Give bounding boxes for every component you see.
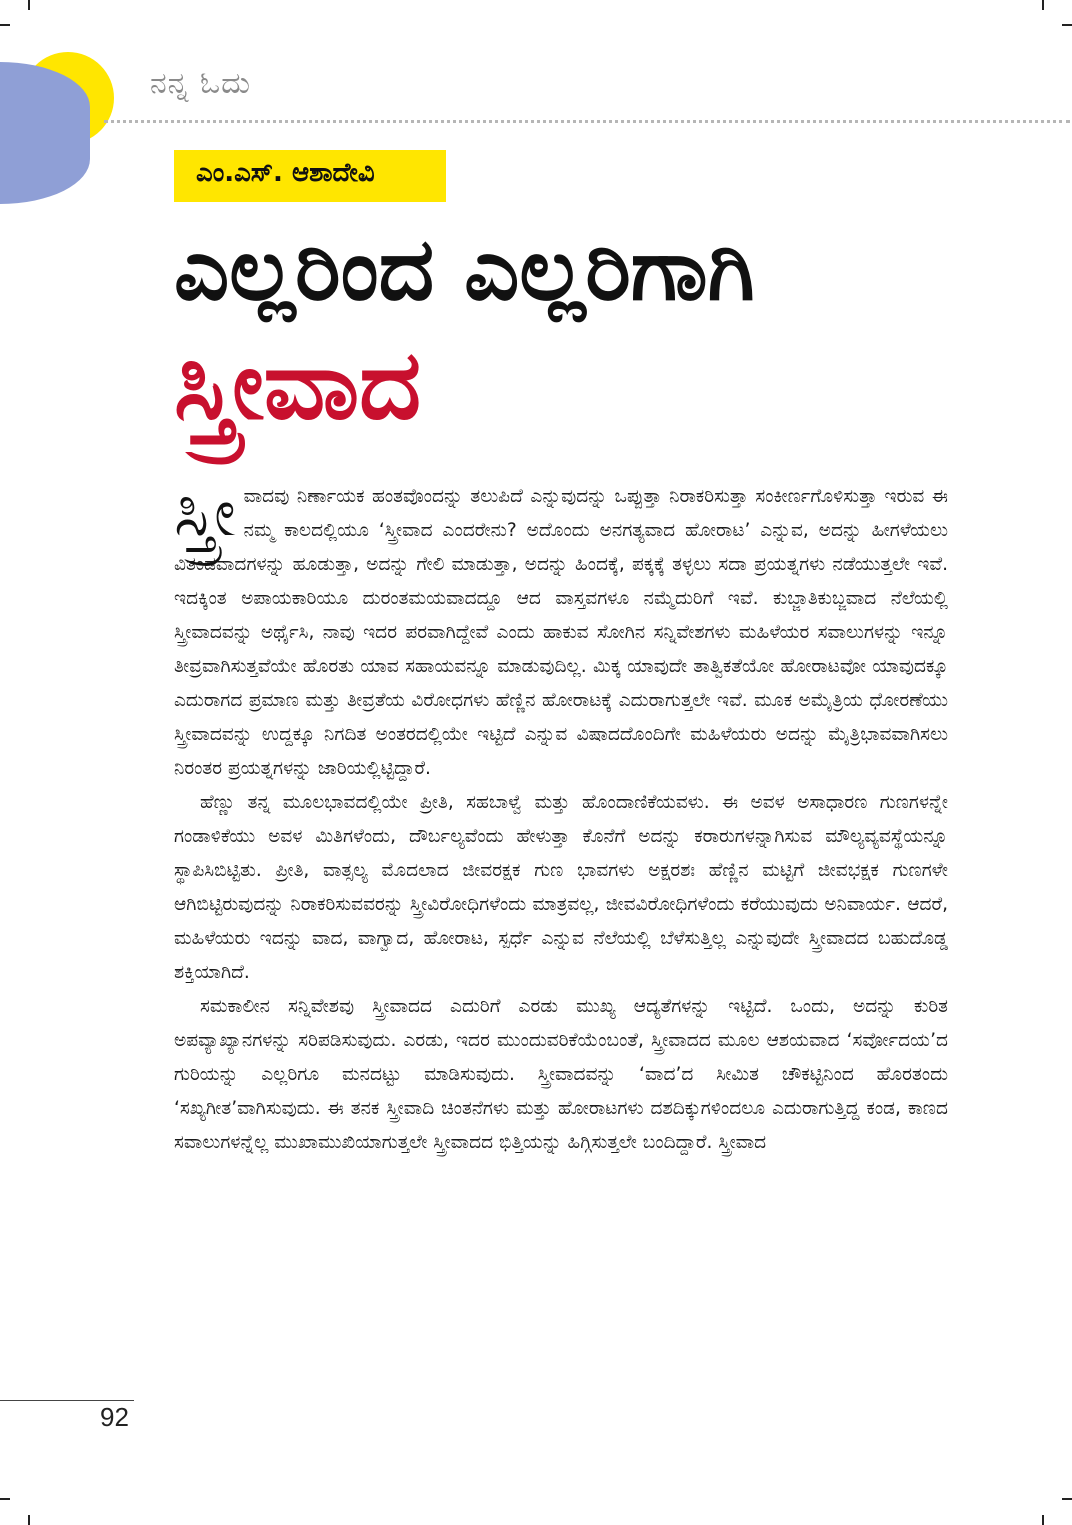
crop-mark-right-lower xyxy=(1062,1498,1072,1500)
article-title-line1: ಎಲ್ಲರಿಂದ ಎಲ್ಲರಿಗಾಗಿ xyxy=(174,220,755,320)
header-dotted-rule xyxy=(104,120,1070,123)
author-name-box xyxy=(174,150,446,202)
crop-mark-bottom-right xyxy=(1042,1515,1044,1525)
crop-mark-left-upper xyxy=(0,24,10,26)
crop-mark-bottom-left xyxy=(28,1515,30,1525)
page-number: 92 xyxy=(100,1402,129,1432)
article-body xyxy=(174,474,948,1160)
article-title-line2: ಸ್ತ್ರೀವಾದ xyxy=(174,329,422,441)
page-number-rule xyxy=(0,1400,134,1401)
crop-mark-top-left xyxy=(28,0,30,10)
crop-mark-left-lower xyxy=(0,1498,10,1500)
crop-mark-right-upper xyxy=(1062,24,1072,26)
paragraph-1-text: ವಾದವು ನಿರ್ಣಾಯಕ ಹಂತವೊಂದನ್ನು ತಲುಪಿದೆ ಎನ್ನುವುದನ್ನು ಒಪ್ಪುತ್ತಾ ನಿರಾಕರಿಸುತ್ತಾ ಸಂಕೀರ್ಣಗೊಳಿಸುತ್ತಾ ಇರುವ ಈ ನಮ್ಮ ಕಾಲದಲ್ಲಿಯೂ ‘ಸ್ತ್ರೀವಾದ ಎಂದರೇನು? ಅದೊಂದು ಅನಗತ್ಯವಾದ ಹೋರಾಟ’ ಎನ್ನುವ, ಅದನ್ನು ಹೀಗಳೆಯಲು ವಿತಂಡವಾದಗಳನ್ನು ಹೂಡುತ್ತಾ, ಅದನ್ನು ಗೇಲಿ ಮಾಡುತ್ತಾ, ಅದನ್ನು ಹಿಂದಕ್ಕೆ, ಪಕ್ಕಕ್ಕೆ ತಳ್ಳಲು ಸದಾ ಪ್ರಯತ್ನಗಳು ನಡೆಯುತ್ತಲೇ ಇವೆ. ಇದಕ್ಕಿಂತ ಅಪಾಯಕಾರಿಯೂ ದುರಂತಮಯವಾದದ್ದೂ ಆದ ವಾಸ್ತವಗಳೂ ನಮ್ಮೆದುರಿಗೆ ಇವೆ. ಕುಬ್ಜಾತಿಕುಬ್ಜವಾದ ನೆಲೆಯಲ್ಲಿ ಸ್ತ್ರೀವಾದವನ್ನು ಅರ್ಥೈಸಿ, ನಾವು ಇದರ ಪರವಾಗಿದ್ದೇವೆ ಎಂದು ಹಾಕುವ ಸೋಗಿನ ಸನ್ನಿವೇಶಗಳು ಮಹಿಳೆಯರ ಸವಾಲುಗಳನ್ನು ಇನ್ನೂ ತೀವ್ರವಾಗಿಸುತ್ತವೆಯೇ ಹೊರತು ಯಾವ ಸಹಾಯವನ್ನೂ ಮಾಡುವುದಿಲ್ಲ. ಮಿಕ್ಕ ಯಾವುದೇ ತಾತ್ವಿಕತೆಯೋ ಹೋರಾಟವೋ ಯಾವುದಕ್ಕೂ ಎದುರಾಗದ ಪ್ರಮಾಣ ಮತ್ತು ತೀವ್ರತೆಯ ವಿರೋಧಗಳು ಹೆಣ್ಣಿನ ಹೋರಾಟಕ್ಕೆ ಎದುರಾಗುತ್ತಲೇ ಇವೆ. ಮೂಕ ಅಮೈತ್ರಿಯ ಧೋರಣೆಯು ಸ್ತ್ರೀವಾದವನ್ನು ಉದ್ದಕ್ಕೂ ನಿಗದಿತ ಅಂತರದಲ್ಲಿಯೇ ಇಟ್ಟಿದೆ ಎನ್ನುವ ವಿಷಾದದೊಂದಿಗೇ ಮಹಿಳೆಯರು ಅದನ್ನು ಮೈತ್ರಿಭಾವವಾಗಿಸಲು ನಿರಂತರ ಪ್ರಯತ್ನಗಳನ್ನು ಜಾರಿಯಲ್ಲಿಟ್ಟಿದ್ದಾರೆ. xyxy=(174,486,948,779)
article-paragraph-1 xyxy=(174,474,948,786)
crop-mark-top-right xyxy=(1042,0,1044,10)
article-paragraph-2: ಹೆಣ್ಣು ತನ್ನ ಮೂಲಭಾವದಲ್ಲಿಯೇ ಪ್ರೀತಿ, ಸಹಬಾಳ್ವೆ ಮತ್ತು ಹೊಂದಾಣಿಕೆಯವಳು. ಈ ಅವಳ ಅಸಾಧಾರಣ ಗುಣಗಳನ್ನೇ ಗಂಡಾಳಿಕೆಯು ಅವಳ ಮಿತಿಗಳೆಂದು, ದೌರ್ಬಲ್ಯವೆಂದು ಹೇಳುತ್ತಾ ಕೊನೆಗೆ ಅದನ್ನು ಕರಾರುಗಳನ್ನಾಗಿಸುವ ಮೌಲ್ಯವ್ಯವಸ್ಥೆಯನ್ನೂ ಸ್ಥಾಪಿಸಿಬಿಟ್ಟಿತು. ಪ್ರೀತಿ, ವಾತ್ಸಲ್ಯ ಮೊದಲಾದ ಜೀವರಕ್ಷಕ ಗುಣ ಭಾವಗಳು ಅಕ್ಷರಶಃ ಹೆಣ್ಣಿನ ಮಟ್ಟಿಗೆ ಜೀವಭಕ್ಷಕ ಗುಣಗಳೇ ಆಗಿಬಿಟ್ಟಿರುವುದನ್ನು ನಿರಾಕರಿಸುವವರನ್ನು ಸ್ತ್ರೀವಿರೋಧಿಗಳೆಂದು ಮಾತ್ರವಲ್ಲ, ಜೀವವಿರೋಧಿಗಳೆಂದು ಕರೆಯುವುದು ಅನಿವಾರ್ಯ. ಆದರೆ, ಮಹಿಳೆಯರು ಇದನ್ನು ವಾದ, ವಾಗ್ವಾದ, ಹೋರಾಟ, ಸ್ಪರ್ಧೆ ಎನ್ನುವ ನೆಲೆಯಲ್ಲಿ ಬೆಳೆಸುತ್ತಿಲ್ಲ ಎನ್ನುವುದೇ ಸ್ತ್ರೀವಾದದ ಬಹುದೊಡ್ಡ ಶಕ್ತಿಯಾಗಿದೆ. xyxy=(174,792,948,983)
article-paragraph-3: ಸಮಕಾಲೀನ ಸನ್ನಿವೇಶವು ಸ್ತ್ರೀವಾದದ ಎದುರಿಗೆ ಎರಡು ಮುಖ್ಯ ಆದ್ಯತೆಗಳನ್ನು ಇಟ್ಟಿದೆ. ಒಂದು, ಅದನ್ನು ಕುರಿತ ಅಪವ್ಯಾಖ್ಯಾನಗಳನ್ನು ಸರಿಪಡಿಸುವುದು. ಎರಡು, ಇದರ ಮುಂದುವರಿಕೆಯೆಂಬಂತೆ, ಸ್ತ್ರೀವಾದದ ಮೂಲ ಆಶಯವಾದ ‘ಸರ್ವೋದಯ’ದ ಗುರಿಯನ್ನು ಎಲ್ಲರಿಗೂ ಮನದಟ್ಟು ಮಾಡಿಸುವುದು. ಸ್ತ್ರೀವಾದವನ್ನು ‘ವಾದ’ದ ಸೀಮಿತ ಚೌಕಟ್ಟಿನಿಂದ ಹೊರತಂದು ‘ಸಖ್ಯಗೀತ’ವಾಗಿಸುವುದು. ಈ ತನಕ ಸ್ತ್ರೀವಾದಿ ಚಿಂತನೆಗಳು ಮತ್ತು ಹೋರಾಟಗಳು ದಶದಿಕ್ಕುಗಳಿಂದಲೂ ಎದುರಾಗುತ್ತಿದ್ದ ಕಂಡ, ಕಾಣದ ಸವಾಲುಗಳನ್ನೆಲ್ಲ ಮುಖಾಮುಖಿಯಾಗುತ್ತಲೇ ಸ್ತ್ರೀವಾದದ ಭಿತ್ತಿಯನ್ನು ಹಿಗ್ಗಿಸುತ್ತಲೇ ಬಂದಿದ್ದಾರೆ. ಸ್ತ್ರೀವಾದ xyxy=(174,996,948,1153)
decorative-blue-half-circle xyxy=(0,62,90,204)
author-name: ಎಂ.ಎಸ್. ಆಶಾದೇವಿ xyxy=(196,158,375,188)
column-name: ನನ್ನ ಓದು xyxy=(150,66,252,101)
dropcap: ಸ್ತ್ರೀ xyxy=(174,474,236,551)
